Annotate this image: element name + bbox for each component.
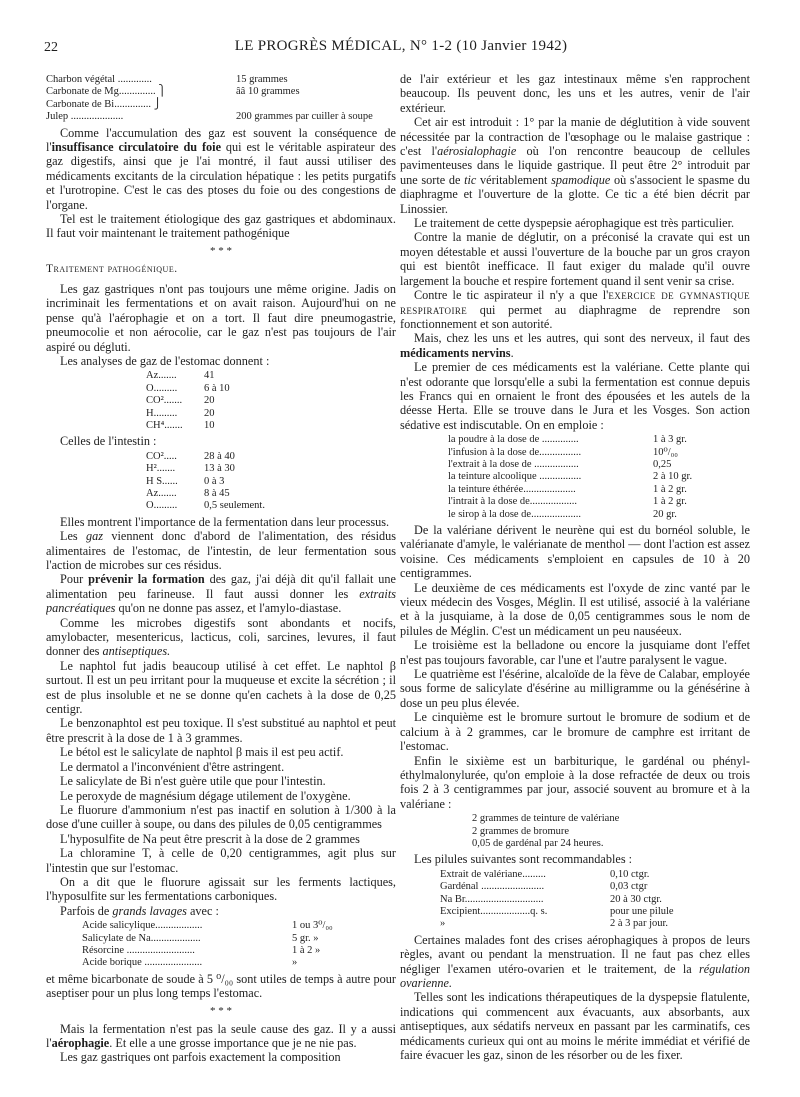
page-number: 22 bbox=[44, 40, 58, 55]
paragraph: Les gaz gastriques ont parfois exactement la composition bbox=[60, 1050, 341, 1065]
page-header bbox=[30, 36, 772, 58]
mixture-line: 2 grammes de bromure bbox=[472, 825, 570, 837]
section-separator: * * * bbox=[210, 1004, 232, 1017]
paragraph: Les pilules suivantes sont recommandables : bbox=[414, 852, 633, 867]
paragraph: Enfin le sixième est un barbiturique, le gardénal ou phényl-éthylmalonylurée, qu'on emploie à la dose refractée de deux ou trois fois 2 à 3 centigrammes par jour, associé souvent au bromure et à la valériane : bbox=[400, 753, 750, 811]
paragraph: Pour prévenir la formation des gaz, j'ai déjà dit qu'il fallait une alimentation peu farineuse. Il faut aussi donner les extraits pancréatiques qu'on ne donne pas assez, et l'amylo-diastase. bbox=[46, 572, 396, 616]
table-row: Résorcine .......................... 1 à 2 » bbox=[82, 944, 321, 956]
table-row: Extrait de valériane......... 0,10 ctgr. bbox=[440, 868, 650, 880]
paragraph: De la valériane dérivent le neurène qui est du bornéol soluble, le valérianate d'amyle, le valérianate de menthol — dont l'action est assez voisine. Ces médicaments s'emploient en capsules de 10 à 20 centigrammes. bbox=[400, 523, 750, 581]
mixture-line: 2 grammes de teinture de valériane bbox=[472, 813, 620, 825]
paragraph: Contre la manie de déglutir, on a préconisé la cravate qui est un moyen détestable et aussi l'ouverture de la bouche par un gros crayon qui est bientôt inefficace. Il faut exiger du malade qu'il ouvre largement la bouche et respire fortement quand il sent venir sa crise. bbox=[400, 230, 750, 288]
paragraph: Telles sont les indications thérapeutiques de la dyspepsie flatulente, indications qui commencent aux évacuants, aux absorbants, aux antiseptiques, aux sédatifs nerveux en passant par les carminatifs, ces médicaments curieux qui ont au moins le mérite immédiat et vérifié de faire évacuer les gaz, sinon de les résorber ou de les fixer. bbox=[400, 990, 750, 1063]
table-row: Excipient...................q. s. pour une pilule bbox=[440, 905, 674, 917]
paragraph: Comme les microbes digestifs sont abondants et nocifs, amylobacter, mesentericus, lacticus, coli, sarcines, levures, il faut donner des antiseptiques. bbox=[46, 615, 396, 659]
paragraph: L'hyposulfite de Na peut être prescrit à la dose de 2 grammes bbox=[60, 831, 360, 846]
paragraph: de l'air extérieur et les gaz intestinaux même s'en rapprochent beaucoup. Ils peuvent donc, les uns et les autres, venir de l'air extérieur. bbox=[400, 72, 750, 115]
formula-row: Carbonate de Mg.............. ⎫ ââ 10 grammes bbox=[46, 86, 300, 98]
table-row: la teinture éthérée.................... 1 à 2 gr. bbox=[448, 483, 687, 495]
paragraph: Tel est le traitement étiologique des gaz gastriques et abdominaux. Il faut voir maintenant le traitement pathogénique bbox=[46, 212, 396, 241]
paragraph: Mais, chez les uns et les autres, qui sont des nerveux, il faut des médicaments nervins. bbox=[400, 331, 750, 360]
stomach-gas-table bbox=[46, 370, 396, 432]
intestine-gas-table bbox=[46, 451, 396, 513]
table-row: O......... 6 à 10 bbox=[146, 382, 230, 394]
table-row: Az....... 8 à 45 bbox=[146, 487, 230, 499]
paragraph: Elles montrent l'importance de la fermentation dans leur processus. bbox=[60, 514, 390, 529]
table-row: la poudre à la dose de .............. 1 à 3 gr. bbox=[448, 434, 687, 446]
lavage-table bbox=[46, 920, 396, 970]
table-row: » 2 à 3 par jour. bbox=[440, 918, 669, 930]
paragraph: Le fluorure d'ammonium n'est pas inactif en solution à 1/300 à la dose d'une cuiller à soupe, ou dans des pilules de 0,05 centigrammes bbox=[46, 802, 396, 832]
table-row: CO²..... 28 à 40 bbox=[146, 450, 235, 462]
paragraph: Le deuxième de ces médicaments est l'oxyde de zinc vanté par le vieux médecin des Vosges, Méglin. Il est utilisé, associé à la valériane et à la jusquiame, à la dose de 0,05 centigrammes sous le nom de pilules de Méglin. C'est un médicament un peu nauséeux. bbox=[400, 580, 750, 638]
table-row: Az....... 41 bbox=[146, 370, 215, 382]
paragraph: Cet air est introduit : 1° par la manie de déglutition à vide souvent nécessitée par la contraction de l'œsophage ou le malaise gastrique : c'est l'aérosialophagie où l'on rencontre beaucoup de cellules pavimenteuses dans le liquide gastrique. Il peut être 2° introduit par une sorte de tic véritablement spamodique où s'associent le spasme du diaphragme et l'ouverture de la glotte. Ce tic a été bien décrit par Linossier. bbox=[400, 115, 750, 216]
paragraph: Les analyses de gaz de l'estomac donnent : bbox=[60, 353, 270, 368]
running-title: LE PROGRÈS MÉDICAL, N° 1-2 (10 Janvier 1942) bbox=[234, 38, 568, 54]
paragraph: Celles de l'intestin : bbox=[60, 434, 157, 449]
paragraph: Les gaz gastriques n'ont pas toujours une même origine. Jadis on incriminait les fermentations et on avait raison. Aujourd'hui on ne pense qu'à l'aérophagie et on a tort. Il faut dire pneumogastrie, pneumocolie et non aérocolie, car le gaz n'est pas toujours de l'air aspiré ou dégluti. bbox=[46, 281, 396, 354]
paragraph: La chloramine T, à celle de 0,20 centigrammes, agit plus sur l'intestin que sur l'estomac. bbox=[46, 846, 396, 875]
table-row: Gardénal ........................ 0,03 ctgr bbox=[440, 881, 648, 893]
table-row: l'extrait à la dose de ................. 0,25 bbox=[448, 458, 672, 470]
table-row: l'intrait à la dose de.................. 1 à 2 gr. bbox=[448, 496, 687, 508]
left-column bbox=[46, 72, 396, 1087]
section-separator: * * * bbox=[210, 244, 232, 257]
right-column bbox=[400, 72, 750, 1087]
paragraph: et même bicarbonate de soude à 5 ⁰/₀₀ sont utiles de temps à autre pour aseptiser pour un plus long temps l'estomac. bbox=[46, 971, 396, 1001]
paragraph: Le naphtol fut jadis beaucoup utilisé à cet effet. Le naphtol β surtout. Il est un peu irritant pour la muqueuse et excite la sécrétion ; il est de plus insoluble et ne se donne qu'en cachets à la dose de 0,25 centigr. bbox=[46, 658, 396, 717]
paragraph: Contre le tic aspirateur il n'y a que l'exercice de gymnastique respiratoire qui permet au diaphragme de reprendre son fonctionnement et son autorité. bbox=[400, 288, 750, 331]
mixture-line: 0,05 de gardénal par 24 heures. bbox=[472, 837, 604, 849]
pills-table bbox=[400, 869, 750, 931]
paragraph: Le salicylate de Bi n'est guère utile que pour l'intestin. bbox=[60, 774, 326, 789]
table-row: H S...... 0 à 3 bbox=[146, 475, 225, 487]
paragraph: Le troisième est la belladone ou encore la jusquiame dont l'effet n'est pas toujours favorable, car l'une et l'autre paralysent le vague. bbox=[400, 638, 750, 667]
paragraph: Le premier de ces médicaments est la valériane. Cette plante qui n'est odorante que lorsqu'elle a subi la fermentation est connue depuis les Francs qui en ornaient le front des épousées et les autels de la déesse Herta. Elle se trouve dans le Jura et les Vosges. Son action sédative est indiscutable. On en emploie : bbox=[400, 360, 750, 432]
valerian-dosage-table bbox=[400, 434, 750, 521]
paragraph: Parfois de grands lavages avec : bbox=[60, 903, 219, 918]
table-row: CH⁴....... 10 bbox=[146, 419, 215, 431]
paragraph: Comme l'accumulation des gaz est souvent la conséquence de l'insuffisance circulatoire du foie qui est le véritable aspirateur des gaz digestifs, ainsi que je l'ai montré, il faut aussi utiliser des médicaments excitants de la circulation hépatique : les petits purgatifs et l'urotropine. C'est le cas des ptoses du foie ou des congestions de l'organe. bbox=[46, 125, 396, 212]
paragraph: Le dermatol a l'inconvénient d'être astringent. bbox=[60, 759, 285, 774]
section-title: Traitement pathogénique. bbox=[46, 262, 178, 275]
gardenal-mixture bbox=[400, 813, 750, 850]
table-row: CO²....... 20 bbox=[146, 395, 215, 407]
table-row: Na Br.............................. 20 à 30 ctgr. bbox=[440, 893, 662, 905]
table-row: Salicylate de Na................... 5 gr. » bbox=[82, 932, 319, 944]
table-row: la teinture alcoolique ................ 2 à 10 gr. bbox=[448, 471, 693, 483]
table-row: Acide borique ...................... » bbox=[82, 957, 298, 969]
paragraph: Le bétol est le salicylate de naphtol β mais il est peu actif. bbox=[60, 745, 344, 760]
table-row: H......... 20 bbox=[146, 407, 215, 419]
paragraph: On a dit que le fluorure agissait sur les ferments lactiques, l'hyposulfite sur les fermentations carboniques. bbox=[46, 874, 396, 904]
table-row: Acide salicylique.................. 1 ou 3⁰/₀₀ bbox=[82, 920, 333, 932]
table-row: le sirop à la dose de................... 20 gr. bbox=[448, 508, 677, 520]
paragraph: Mais la fermentation n'est pas la seule cause des gaz. Il y a aussi l'aérophagie. Et elle a une grosse importance que je ne nie pas. bbox=[46, 1021, 396, 1050]
table-row: l'infusion à la dose de................ 10⁰/₀₀ bbox=[448, 446, 678, 458]
formula-row: Carbonate de Bi.............. ⎭ bbox=[46, 98, 162, 110]
paragraph: Certaines malades font des crises aérophagiques à propos de leurs règles, avant ou pendant la menstruation. Il ne faut pas chez elles négliger l'examen utéro-ovarien et le traitement, de la régulation ovarienne. bbox=[400, 932, 750, 990]
paragraph: Le peroxyde de magnésium dégage utilement de l'oxygène. bbox=[60, 788, 351, 803]
paragraph: Le traitement de cette dyspepsie aérophagique est très particulier. bbox=[414, 216, 735, 231]
paragraph: Le benzonaphtol est peu toxique. Il s'est substitué au naphtol et peut être prescrit à la dose de 1 à 3 grammes. bbox=[46, 716, 396, 745]
table-row: O......... 0,5 seulement. bbox=[146, 500, 265, 512]
paragraph: Le cinquième est le bromure surtout le bromure de sodium et de calcium à à 2 grammes, car le bromure de camphre est irritant de l'estomac. bbox=[400, 710, 750, 754]
paragraph: Le quatrième est l'ésérine, alcaloïde de la fève de Calabar, employée sous forme de salicylate d'ésérine au milligramme ou la génésérine à dose un peu plus élevée. bbox=[400, 667, 750, 710]
formula-row: Julep .................... 200 grammes par cuiller à soupe bbox=[46, 111, 373, 123]
table-row: H²....... 13 à 30 bbox=[146, 463, 235, 475]
formula-row: Charbon végétal ............. 15 grammes bbox=[46, 74, 288, 85]
charcoal-formula bbox=[46, 74, 396, 124]
paragraph: Les gaz viennent donc d'abord de l'alimentation, des résidus alimentaires de l'estomac, de l'intestin, de leur fermentation sous l'action de microbes sur ces résidus. bbox=[46, 529, 396, 572]
